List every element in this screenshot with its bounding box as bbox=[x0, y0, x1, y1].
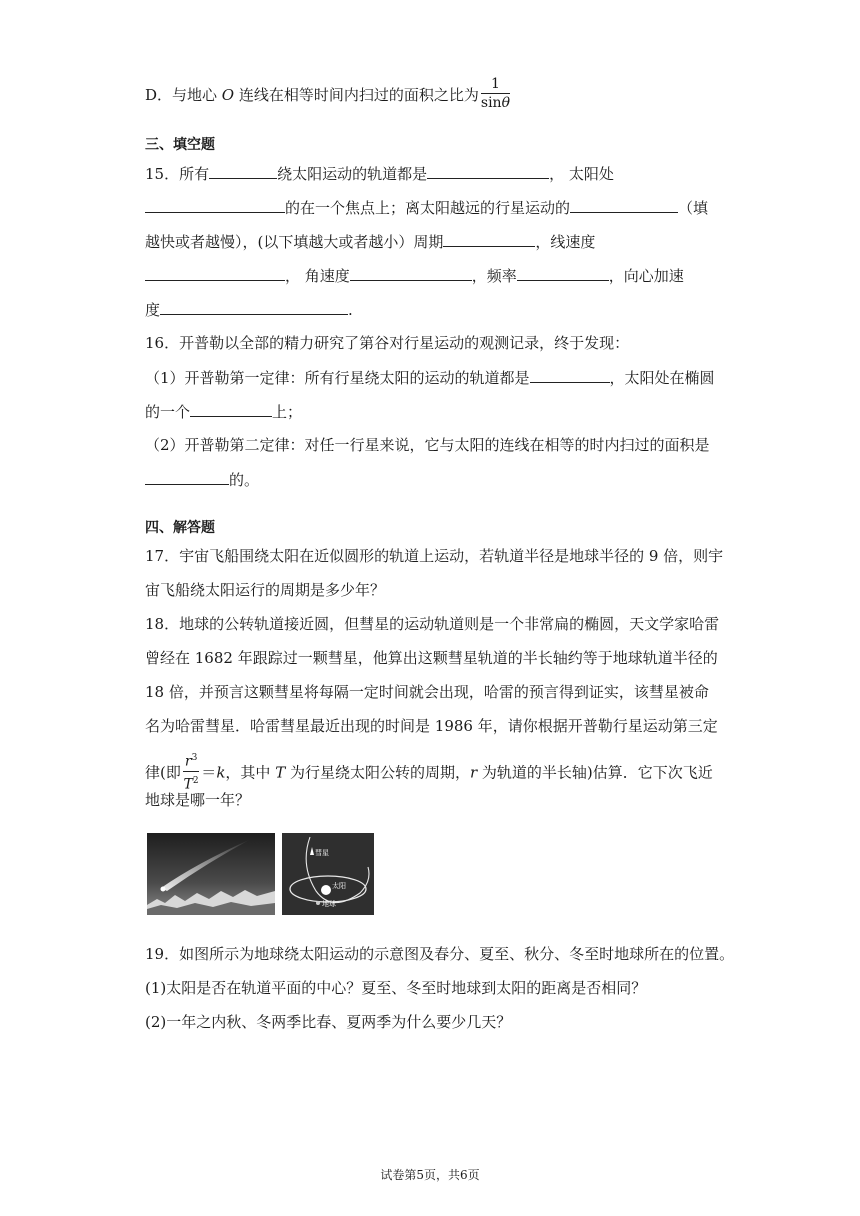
orbit-label-earth: 地球 bbox=[322, 900, 336, 908]
q15-text: ，线速度 bbox=[535, 233, 596, 251]
option-d-fraction bbox=[481, 76, 510, 112]
q16-text: 的。 bbox=[229, 471, 260, 489]
q15-blank-3[interactable] bbox=[145, 197, 285, 213]
section-title-answer: 四、解答题 bbox=[145, 520, 215, 536]
q15-blank-4[interactable] bbox=[570, 197, 678, 213]
q17-line-1: 17．宇宙飞船围绕太阳在近似圆形的轨道上运动，若轨道半径是地球半径的 9 倍，则宇 bbox=[145, 547, 724, 565]
q15-blank-7[interactable] bbox=[350, 265, 472, 281]
q15-blank-9[interactable] bbox=[160, 299, 348, 315]
page-footer: 试卷第5页，共6页 bbox=[380, 1168, 480, 1182]
q15-text: ， 太阳处 bbox=[549, 165, 614, 183]
q18-line-5 bbox=[145, 752, 713, 795]
q18-line-6: 地球是哪一年？ bbox=[145, 791, 251, 809]
comet-photo-graphic bbox=[147, 833, 275, 915]
q15-text: . bbox=[348, 301, 353, 319]
q15-text: ，向心加速 bbox=[608, 267, 684, 285]
q15-line-2 bbox=[145, 197, 708, 218]
option-d-text: 连线在相等时间内扫过的面积之比为 bbox=[234, 86, 479, 104]
q15-blank-2[interactable] bbox=[427, 163, 549, 179]
q18-line-3: 18 倍，并预言这颗彗星将每隔一定时间就会出现，哈雷的预言得到证实，该彗星被命 bbox=[145, 683, 709, 701]
q16-line-1: 16．开普勒以全部的精力研究了第谷对行星运动的观测记录，终于发现： bbox=[145, 334, 630, 352]
t-symbol: T bbox=[183, 776, 193, 793]
q16-text: ，太阳处在椭圆 bbox=[609, 369, 715, 387]
q15-text: ， 角速度 bbox=[285, 267, 350, 285]
option-d-prefix: D．与地心 bbox=[145, 86, 222, 104]
q15-line-1 bbox=[145, 163, 614, 184]
section-title-fill-in: 三、填空题 bbox=[145, 137, 215, 153]
option-d bbox=[145, 78, 512, 114]
q18-text: ，其中 bbox=[225, 763, 276, 782]
q16-blank-1[interactable] bbox=[530, 367, 610, 383]
q19-line-3: (2)一年之内秋、冬两季比春、夏两季为什么要少几天？ bbox=[145, 1013, 512, 1031]
q16-text: 上； bbox=[272, 403, 303, 421]
q19-line-1: 19．如图所示为地球绕太阳运动的示意图及春分、夏至、秋分、冬至时地球所在的位置。 bbox=[145, 945, 735, 963]
r-symbol: r bbox=[184, 753, 192, 770]
r-symbol: r bbox=[469, 763, 478, 782]
q15-line-4 bbox=[145, 265, 684, 286]
q16-blank-2[interactable] bbox=[190, 401, 272, 417]
q15-blank-5[interactable] bbox=[443, 231, 535, 247]
q15-text: 的在一个焦点上；离太阳越远的行星运动的 bbox=[285, 199, 571, 217]
q18-line-2: 曾经在 1682 年跟踪过一颗彗星，他算出这颗彗星轨道的半长轴约等于地球轨道半径的 bbox=[145, 649, 718, 667]
q15-text: 15．所有 bbox=[145, 165, 210, 183]
orbit-diagram bbox=[282, 833, 374, 915]
q18-line-4: 名为哈雷彗星．哈雷彗星最近出现的时间是 1986 年，请你根据开普勒行星运动第三定 bbox=[145, 717, 718, 735]
sin-text: sin bbox=[480, 95, 502, 111]
theta-text: θ bbox=[501, 95, 511, 111]
orbit-label-comet: 彗星 bbox=[315, 849, 329, 857]
q18-line-1: 18．地球的公转轨道接近圆，但彗星的运动轨道则是一个非常扁的椭圆，天文学家哈雷 bbox=[145, 615, 720, 633]
kepler-fraction bbox=[183, 750, 199, 793]
q16-blank-3[interactable] bbox=[145, 469, 229, 485]
q18-text: 为轨道的半长轴)估算．它下次飞近 bbox=[477, 763, 713, 782]
q16-line-4: （2）开普勒第二定律：对任一行星来说，它与太阳的连线在相等的时内扫过的面积是 bbox=[145, 436, 710, 454]
q16-line-2 bbox=[145, 367, 715, 388]
q16-text: 的一个 bbox=[145, 403, 191, 421]
orbit-label-sun: 太阳 bbox=[332, 882, 346, 890]
k-symbol: k bbox=[216, 763, 226, 782]
q15-text: （填 bbox=[678, 199, 709, 217]
q16-text: （1）开普勒第一定律：所有行星绕太阳的运动的轨道都是 bbox=[145, 369, 530, 387]
q16-line-5 bbox=[145, 469, 259, 490]
q16-line-3 bbox=[145, 401, 302, 422]
fraction-denominator bbox=[481, 94, 510, 112]
q18-text: 律(即 bbox=[145, 763, 181, 782]
fraction-numerator: 1 bbox=[481, 76, 510, 94]
exponent-3: 3 bbox=[191, 753, 198, 763]
q15-line-3 bbox=[145, 231, 595, 252]
q19-line-2: (1)太阳是否在轨道平面的中心？夏至、冬至时地球到太阳的距离是否相同？ bbox=[145, 979, 647, 997]
q15-text: 度 bbox=[145, 301, 161, 319]
kepler-numerator bbox=[183, 750, 199, 772]
q17-line-2: 宙飞船绕太阳运行的周期是多少年？ bbox=[145, 581, 386, 599]
q15-text: 越快或者越慢），(以下填越大或者越小）周期 bbox=[145, 233, 444, 251]
comet-photo bbox=[147, 833, 275, 915]
q15-blank-6[interactable] bbox=[145, 265, 285, 281]
q18-text: 为行星绕太阳公转的周期， bbox=[285, 763, 470, 782]
q15-line-5 bbox=[145, 299, 353, 320]
t-symbol: T bbox=[275, 763, 286, 782]
option-d-o: O bbox=[221, 86, 235, 104]
exponent-2: 2 bbox=[192, 775, 199, 786]
q15-text: 绕太阳运动的轨道都是 bbox=[277, 165, 428, 183]
q15-blank-1[interactable] bbox=[209, 163, 277, 179]
q15-blank-8[interactable] bbox=[517, 265, 609, 281]
q18-text: ＝ bbox=[201, 763, 217, 782]
q15-text: ，频率 bbox=[471, 267, 517, 285]
